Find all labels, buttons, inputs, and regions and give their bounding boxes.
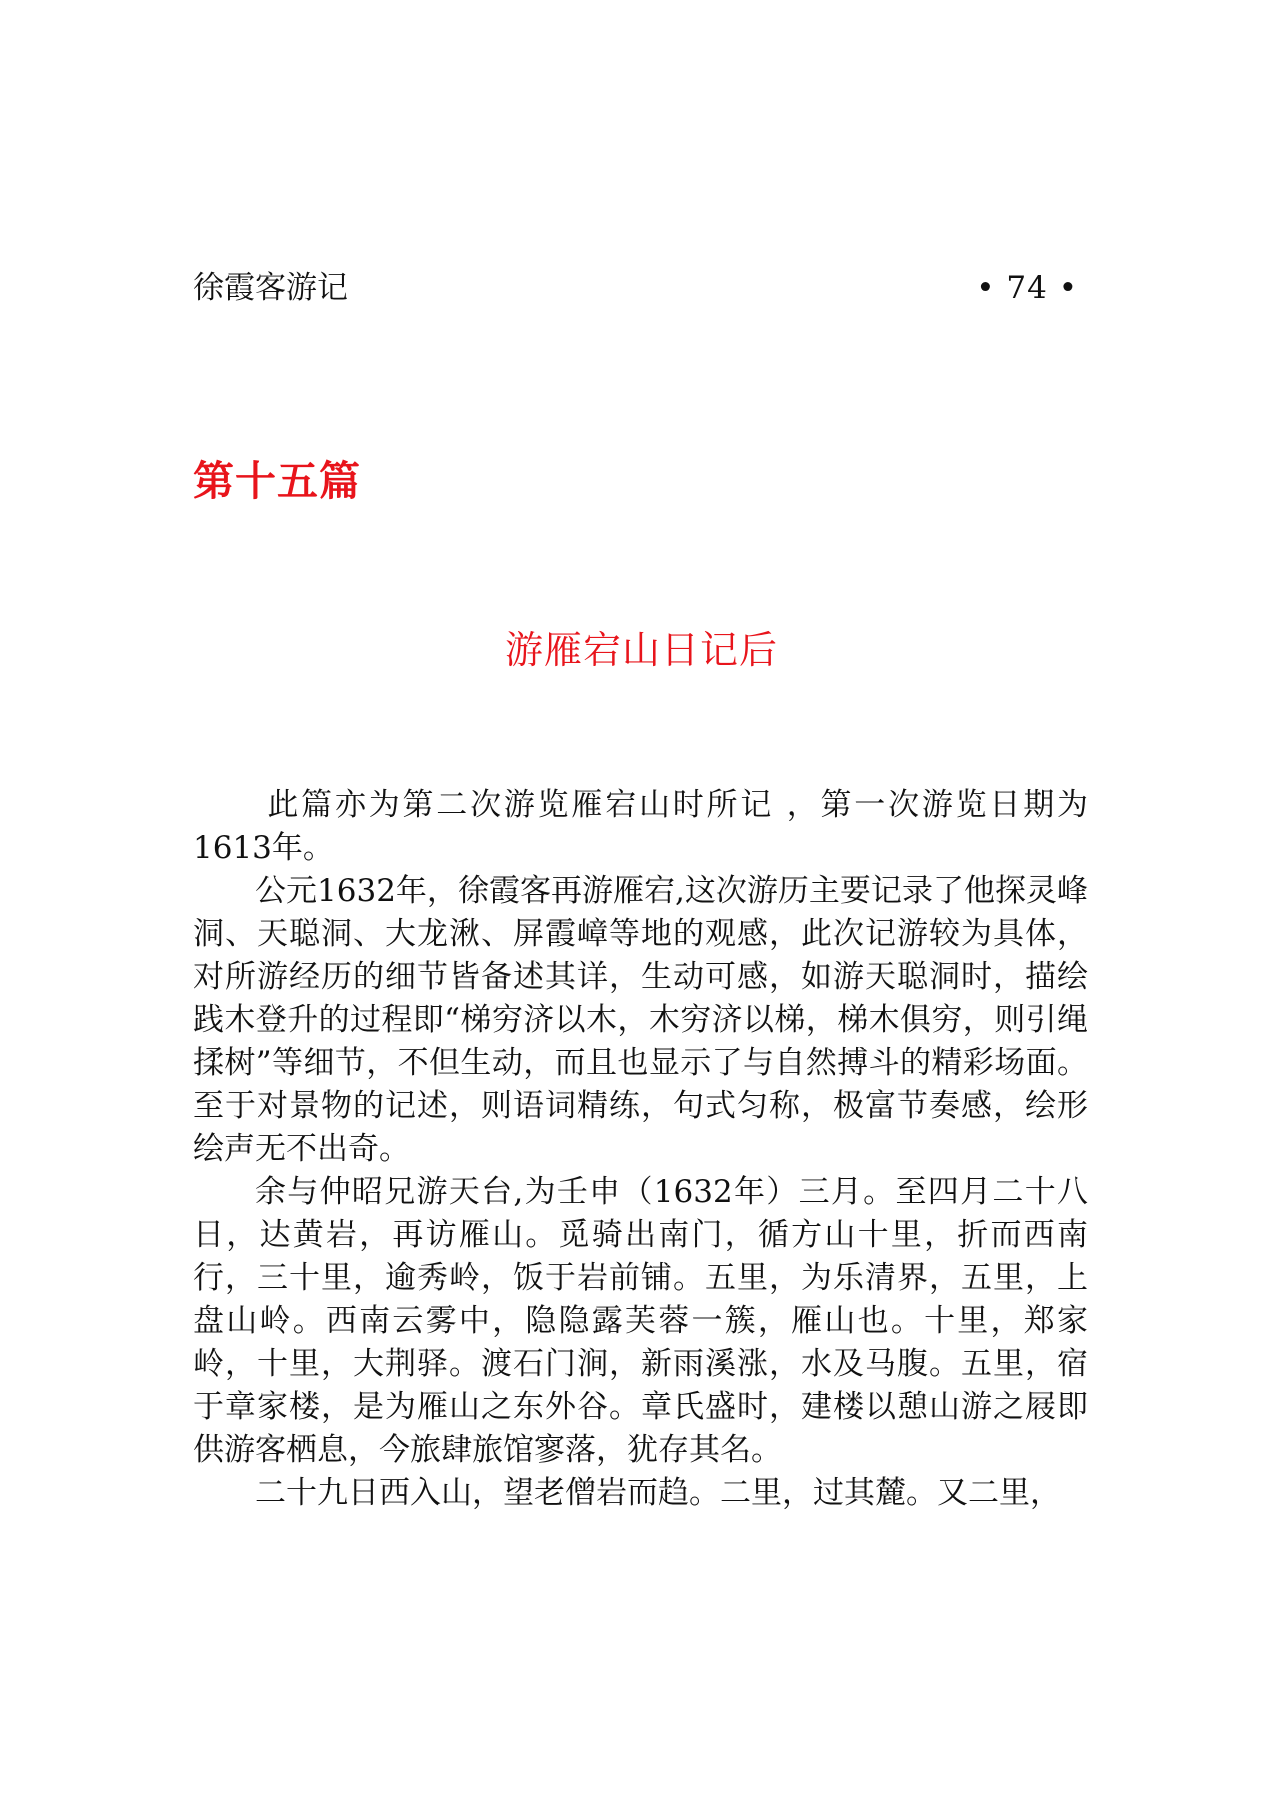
paragraph-day-29: 二十九日西入山，望老僧岩而趋。二里，过其麓。又二里， [255,1475,1061,1511]
article-title: 游雁宕山日记后 [504,628,778,672]
paragraph-intro: 此篇亦为第二次游览雁宕山时所记 ，第一次游览日期为1613年。 [193,787,1088,866]
paragraph-journey: 余与仲昭兄游天台,为壬申（1632年）三月。至四月二十八日，达黄岩，再访雁山。觅骑出南门，循方山十里，折而西南行，三十里，逾秀岭，饭于岩前铺。五里，为乐清界，五里，上盘山岭。西南云雾中，隐隐露芙蓉一簇，雁山也。十里，郑家岭，十里，大荆驿。渡石门涧，新雨溪涨，水及马腹。五里，宿于章家楼，是为雁山之东外谷。章氏盛时，建楼以憩山游之屐即供游客栖息，今旅肆旅馆寥落，犹存其名。 [193,1174,1088,1468]
page-number: • 74 • [976,270,1078,306]
book-title: 徐霞客游记 [193,270,348,306]
running-head [193,266,1083,310]
paragraph-summary: 公元1632年，徐霞客再游雁宕,这次游历主要记录了他探灵峰洞、天聪洞、大龙湫、屏霞嶂等地的观感，此次记游较为具体，对所游经历的细节皆备述其详，生动可感，如游天聪洞时，描绘践木登升的过程即“梯穷济以木，木穷济以梯，梯木俱穷，则引绳揉树”等细节，不但生动，而且也显示了与自然搏斗的精彩场面。至于对景物的记述，则语词精练，句式匀称，极富节奏感，绘形绘声无不出奇。 [193,873,1088,1167]
body-text [193,784,1088,1515]
chapter-number: 第十五篇 [193,457,361,505]
